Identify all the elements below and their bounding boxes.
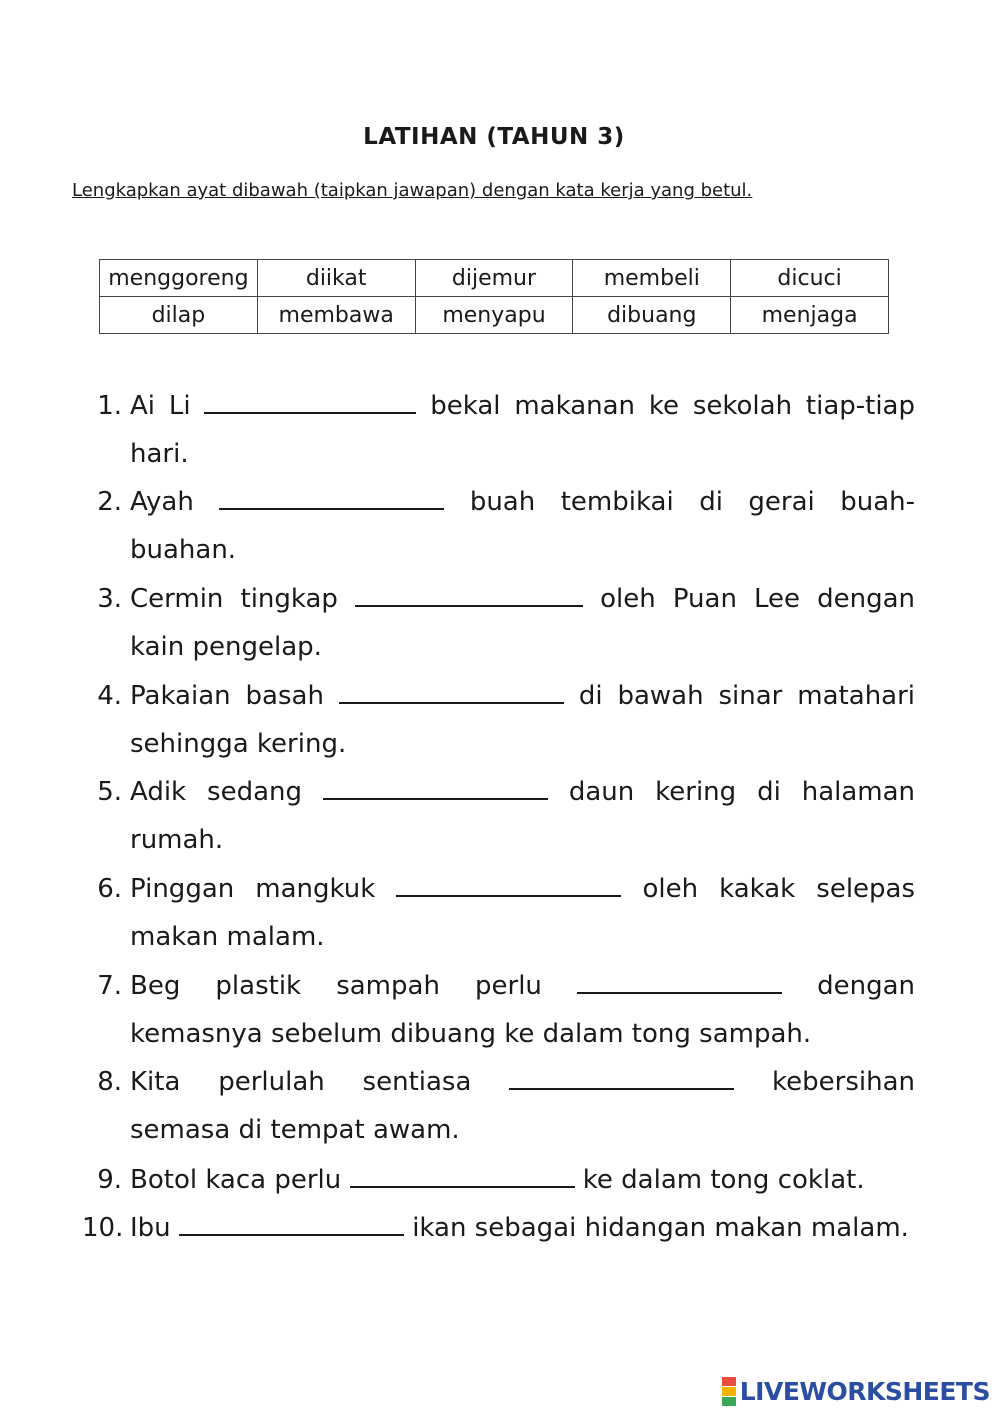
question-text: Adik sedang [130,777,302,807]
question-number: 1. [97,391,122,421]
word-bank-cell: dibuang [573,297,731,334]
question-2 [97,478,916,574]
logo-mark-icon [722,1377,736,1406]
question-line [130,1058,915,1106]
question-line [130,768,915,816]
question-8 [97,1058,916,1154]
question-line [130,962,915,1010]
question-number: 7. [97,971,122,1001]
question-10 [82,1204,915,1252]
question-text: kebersihan [772,1067,916,1097]
word-bank-cell: menyapu [415,297,573,334]
question-7 [97,962,915,1058]
question-text: di bawah sinar matahari [578,681,916,711]
answer-blank[interactable] [179,1212,404,1236]
question-line-2: hari. [130,439,189,469]
question-line [130,575,915,623]
question-text: Ai Li [130,391,191,421]
question-line-2: kain pengelap. [130,632,322,662]
question-4 [97,672,916,768]
word-bank-cell: dicuci [731,260,889,297]
answer-blank[interactable] [509,1066,734,1090]
question-number: 2. [97,487,122,517]
question-text: buah tembikai di gerai buah- [469,487,916,517]
question-line [130,865,915,913]
question-text: Botol kaca perlu [130,1165,342,1195]
question-text: Beg plastik sampah perlu [130,971,542,1001]
word-bank-cell: dijemur [415,260,573,297]
question-text: oleh Puan Lee dengan [600,584,916,614]
word-bank-row [100,297,889,334]
answer-blank[interactable] [219,486,444,510]
question-3 [97,575,916,671]
question-text: oleh kakak selepas [642,874,916,904]
question-line [130,1204,915,1252]
answer-blank[interactable] [350,1164,575,1188]
question-number: 9. [97,1165,122,1195]
logo-block [722,1387,736,1396]
question-6 [97,865,916,961]
question-text: ikan sebagai hidangan makan malam. [412,1213,909,1243]
answer-blank[interactable] [339,680,564,704]
question-number: 8. [97,1067,122,1097]
question-number: 10. [82,1213,124,1243]
question-line-2: makan malam. [130,922,325,952]
word-bank-cell: diikat [257,260,415,297]
page-title: LATIHAN (TAHUN 3) [363,124,625,150]
instruction-text: Lengkapkan ayat dibawah (taipkan jawapan) dengan kata kerja yang betul. [72,180,753,201]
liveworksheets-logo[interactable] [722,1375,990,1407]
question-number: 4. [97,681,122,711]
question-text: daun kering di halaman [568,777,916,807]
logo-text: LIVEWORKSHEETS [739,1376,990,1406]
question-text: Cermin tingkap [130,584,338,614]
question-line [130,478,915,526]
question-line [130,382,915,430]
question-line-2: rumah. [130,825,224,855]
word-bank-cell: menjaga [731,297,889,334]
question-1 [97,382,915,478]
word-bank-row [100,260,889,297]
question-line-2: semasa di tempat awam. [130,1115,460,1145]
question-line [130,1156,915,1204]
answer-blank[interactable] [355,583,583,607]
question-text: Ibu [130,1213,171,1243]
word-bank-table [99,259,889,334]
question-text: ke dalam tong coklat. [582,1165,865,1195]
question-text: dengan [817,971,915,1001]
answer-blank[interactable] [323,776,548,800]
question-text: Kita perlulah sentiasa [130,1067,472,1097]
question-line-2: kemasnya sebelum dibuang ke dalam tong sampah. [130,1019,812,1049]
logo-block [722,1397,736,1406]
question-number: 6. [97,874,122,904]
question-line [130,672,915,720]
question-9 [97,1156,915,1204]
word-bank-cell: dilap [100,297,258,334]
question-number: 3. [97,584,122,614]
question-text: bekal makanan ke sekolah tiap-tiap [430,391,915,421]
question-5 [97,768,916,864]
answer-blank[interactable] [396,873,621,897]
answer-blank[interactable] [204,390,416,414]
word-bank-cell: menggoreng [100,260,258,297]
question-number: 5. [97,777,122,807]
question-text: Pakaian basah [130,681,324,711]
question-line-2: buahan. [130,535,237,565]
question-text: Ayah [130,487,194,517]
question-line-2: sehingga kering. [130,729,347,759]
word-bank-cell: membeli [573,260,731,297]
logo-block [722,1377,736,1386]
question-text: Pinggan mangkuk [130,874,376,904]
answer-blank[interactable] [577,970,782,994]
word-bank-cell: membawa [257,297,415,334]
